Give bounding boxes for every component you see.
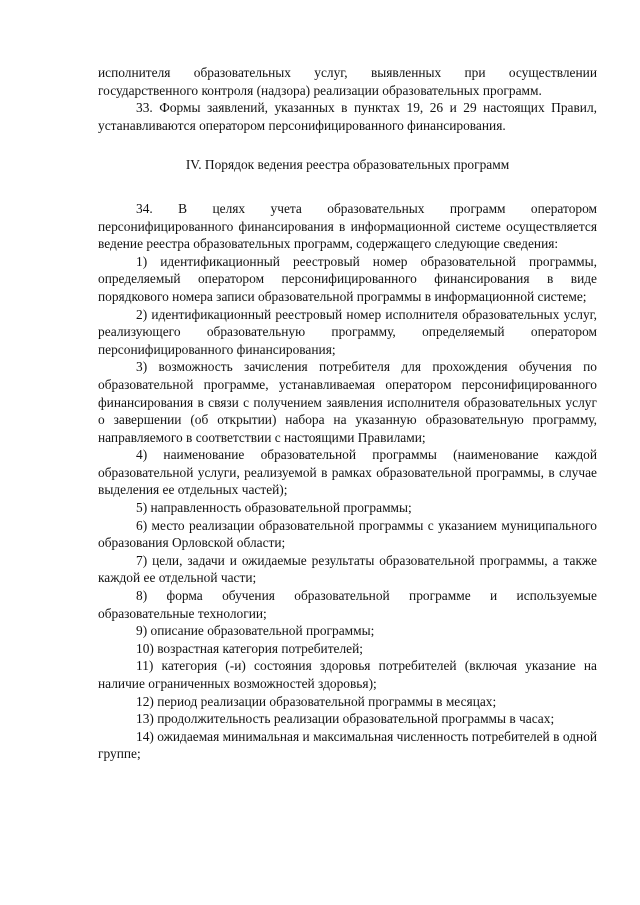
document-page xyxy=(98,64,597,763)
list-item-3: 3) возможность зачисления потребителя для прохождения обучения по образовательной программе, устанавливаемая оператором персонифицированного финансирования в связи с получением заявления исполнителя образовательных услуг о завершении (об открытии) набора на указанную образовательную программу, направляемого в соответствии с настоящими Правилами; xyxy=(98,359,597,445)
paragraph-continuation: исполнителя образовательных услуг, выявленных при осуществлении государственного контроля (надзора) реализации образовательных программ. xyxy=(98,65,597,98)
list-item-5: 5) направленность образовательной программы; xyxy=(136,500,412,516)
section-heading: IV. Порядок ведения реестра образовательных программ xyxy=(185,157,510,173)
list-item-10: 10) возрастная категория потребителей; xyxy=(136,640,364,656)
paragraph-34: 34. В целях учета образовательных программ оператором персонифицированного финансирования в информационной системе осуществляется ведение реестра образовательных программ, содержащего следующие сведения: xyxy=(98,200,597,252)
list-item-4: 4) наименование образовательной программы (наименование каждой образовательной услуги, реализуемой в рамках образовательной программы, в случае выделения ее отдельных частей); xyxy=(98,447,597,498)
list-item-2: 2) идентификационный реестровый номер исполнителя образовательных услуг, реализующего образовательную программу, определяемый оператором персонифицированного финансирования; xyxy=(98,306,597,357)
list-item-8: 8) форма обучения образовательной программе и используемые образовательные технологии; xyxy=(98,588,597,621)
list-item-6: 6) место реализации образовательной программы с указанием муниципального образования Орловской области; xyxy=(98,517,597,551)
list-item-9: 9) описание образовательной программы; xyxy=(136,623,375,639)
list-item-7: 7) цели, задачи и ожидаемые результаты образовательной программы, а также каждой ее отдельной части; xyxy=(98,552,597,586)
list-item-1: 1) идентификационный реестровый номер образовательной программы, определяемый оператором персонифицированного финансирования в виде порядкового номера записи образовательной программы в информационной системе; xyxy=(98,253,597,304)
paragraph-33: 33. Формы заявлений, указанных в пунктах 19, 26 и 29 настоящих Правил, устанавливаются оператором персонифицированного финансирования. xyxy=(98,100,597,133)
list-item-12: 12) период реализации образовательной программы в месяцах; xyxy=(136,693,497,709)
list-item-13: 13) продолжительность реализации образовательной программы в часах; xyxy=(136,711,555,727)
list-item-11: 11) категория (-и) состояния здоровья потребителей (включая указание на наличие ограниченных возможностей здоровья); xyxy=(98,658,597,691)
list-item-14: 14) ожидаемая минимальная и максимальная численность потребителей в одной группе; xyxy=(98,728,597,762)
